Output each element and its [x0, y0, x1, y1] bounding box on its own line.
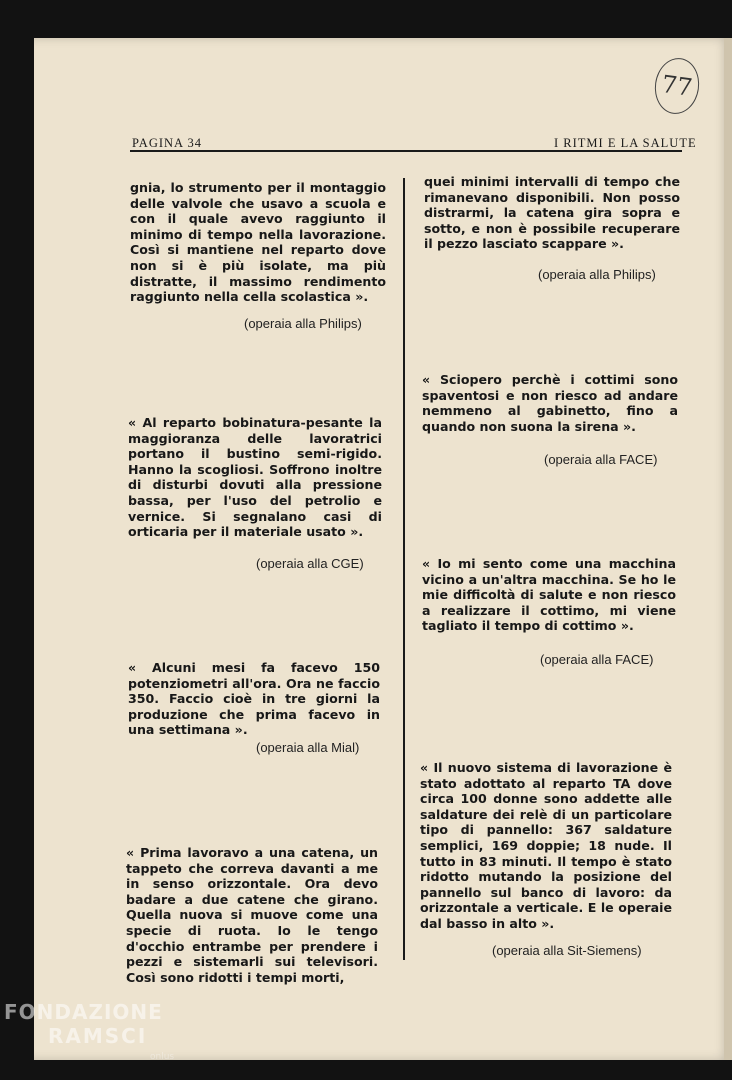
right-attribution-3: (operaia alla FACE): [540, 652, 654, 667]
left-attribution-1: (operaia alla Philips): [244, 316, 362, 331]
right-quote-3: « Io mi sento come una macchina vicino a un'altra macchina. Se ho le mie difficoltà di salute e non riesco a realizzare il cottimo, mi viene tagliato il tempo di cottimo ».: [422, 556, 676, 634]
watermark-line-1: FONDAZIONE: [4, 1000, 163, 1024]
left-attribution-3: (operaia alla Mial): [256, 740, 360, 755]
right-attribution-1: (operaia alla Philips): [538, 267, 656, 282]
left-attribution-2: (operaia alla CGE): [256, 556, 364, 571]
right-quote-4: « Il nuovo sistema di lavorazione è stato adottato al reparto TA dove circa 100 donne sono addette alle saldature dei relè di un particolare tipo di pannello: 367 saldature semplici, 169 doppie; 18 nude. Il tutto in 83 minuti. Il tempo è stato ridotto mutando la posizione del pannello sul banco di lavoro: da orizzontale a verticale. E le operaie dal basso in alto ».: [420, 760, 672, 931]
right-quote-2: « Sciopero perchè i cottimi sono spaventosi e non riesco ad andare nemmeno al gabinetto, fino a quando non suona la sirena ».: [422, 372, 678, 434]
header-rule: [130, 150, 682, 152]
handwritten-page-number: 77: [651, 55, 702, 117]
page-number-header: PAGINA 34: [132, 136, 203, 150]
foundation-watermark: [4, 1000, 163, 1048]
right-quote-1: quei minimi intervalli di tempo che rimanevano disponibili. Non posso distrarmi, la catena gira sopra e sotto, e non è possibile recuperare il pezzo lasciato scappare ».: [424, 174, 680, 252]
watermark-line-3: onlus: [150, 1052, 175, 1062]
left-quote-2: « Al reparto bobinatura-pesante la maggioranza delle lavoratrici portano il bustino semi-rigido. Hanno la scogliosi. Soffrono inoltre di disturbi dovuti alla pressione bassa, per l'uso del petrolio e vernice. Si segnalano casi di orticaria per il materiale usato ».: [128, 415, 382, 540]
running-title-header: I RITMI E LA SALUTE: [554, 136, 697, 150]
left-quote-1: gnia, lo strumento per il montaggio delle valvole che usavo a scuola e con il quale avevo raggiunto il minimo di tempo nella lavorazione. Così si mantiene nel reparto dove non si è più isolate, ma più distratte, il massimo rendimento raggiunto nella cella scolastica ».: [130, 180, 386, 305]
right-attribution-4: (operaia alla Sit-Siemens): [492, 943, 642, 958]
left-quote-4: « Prima lavoravo a una catena, un tappeto che correva davanti a me in senso orizzontale. Ora devo badare a due catene che girano. Quella nuova si muove come una specie di ruota. Io le tengo d'occhio entrambe per prendere i pezzi e sistemarli sui televisori. Così sono ridotti i tempi morti,: [126, 845, 378, 985]
column-divider: [403, 178, 405, 960]
page-edge: [724, 38, 732, 1060]
right-attribution-2: (operaia alla FACE): [544, 452, 658, 467]
left-quote-3: « Alcuni mesi fa facevo 150 potenziometri all'ora. Ora ne faccio 350. Faccio cioè in tre giorni la produzione che prima facevo in una settimana ».: [128, 660, 380, 738]
watermark-line-2: RAMSCI: [48, 1024, 148, 1048]
